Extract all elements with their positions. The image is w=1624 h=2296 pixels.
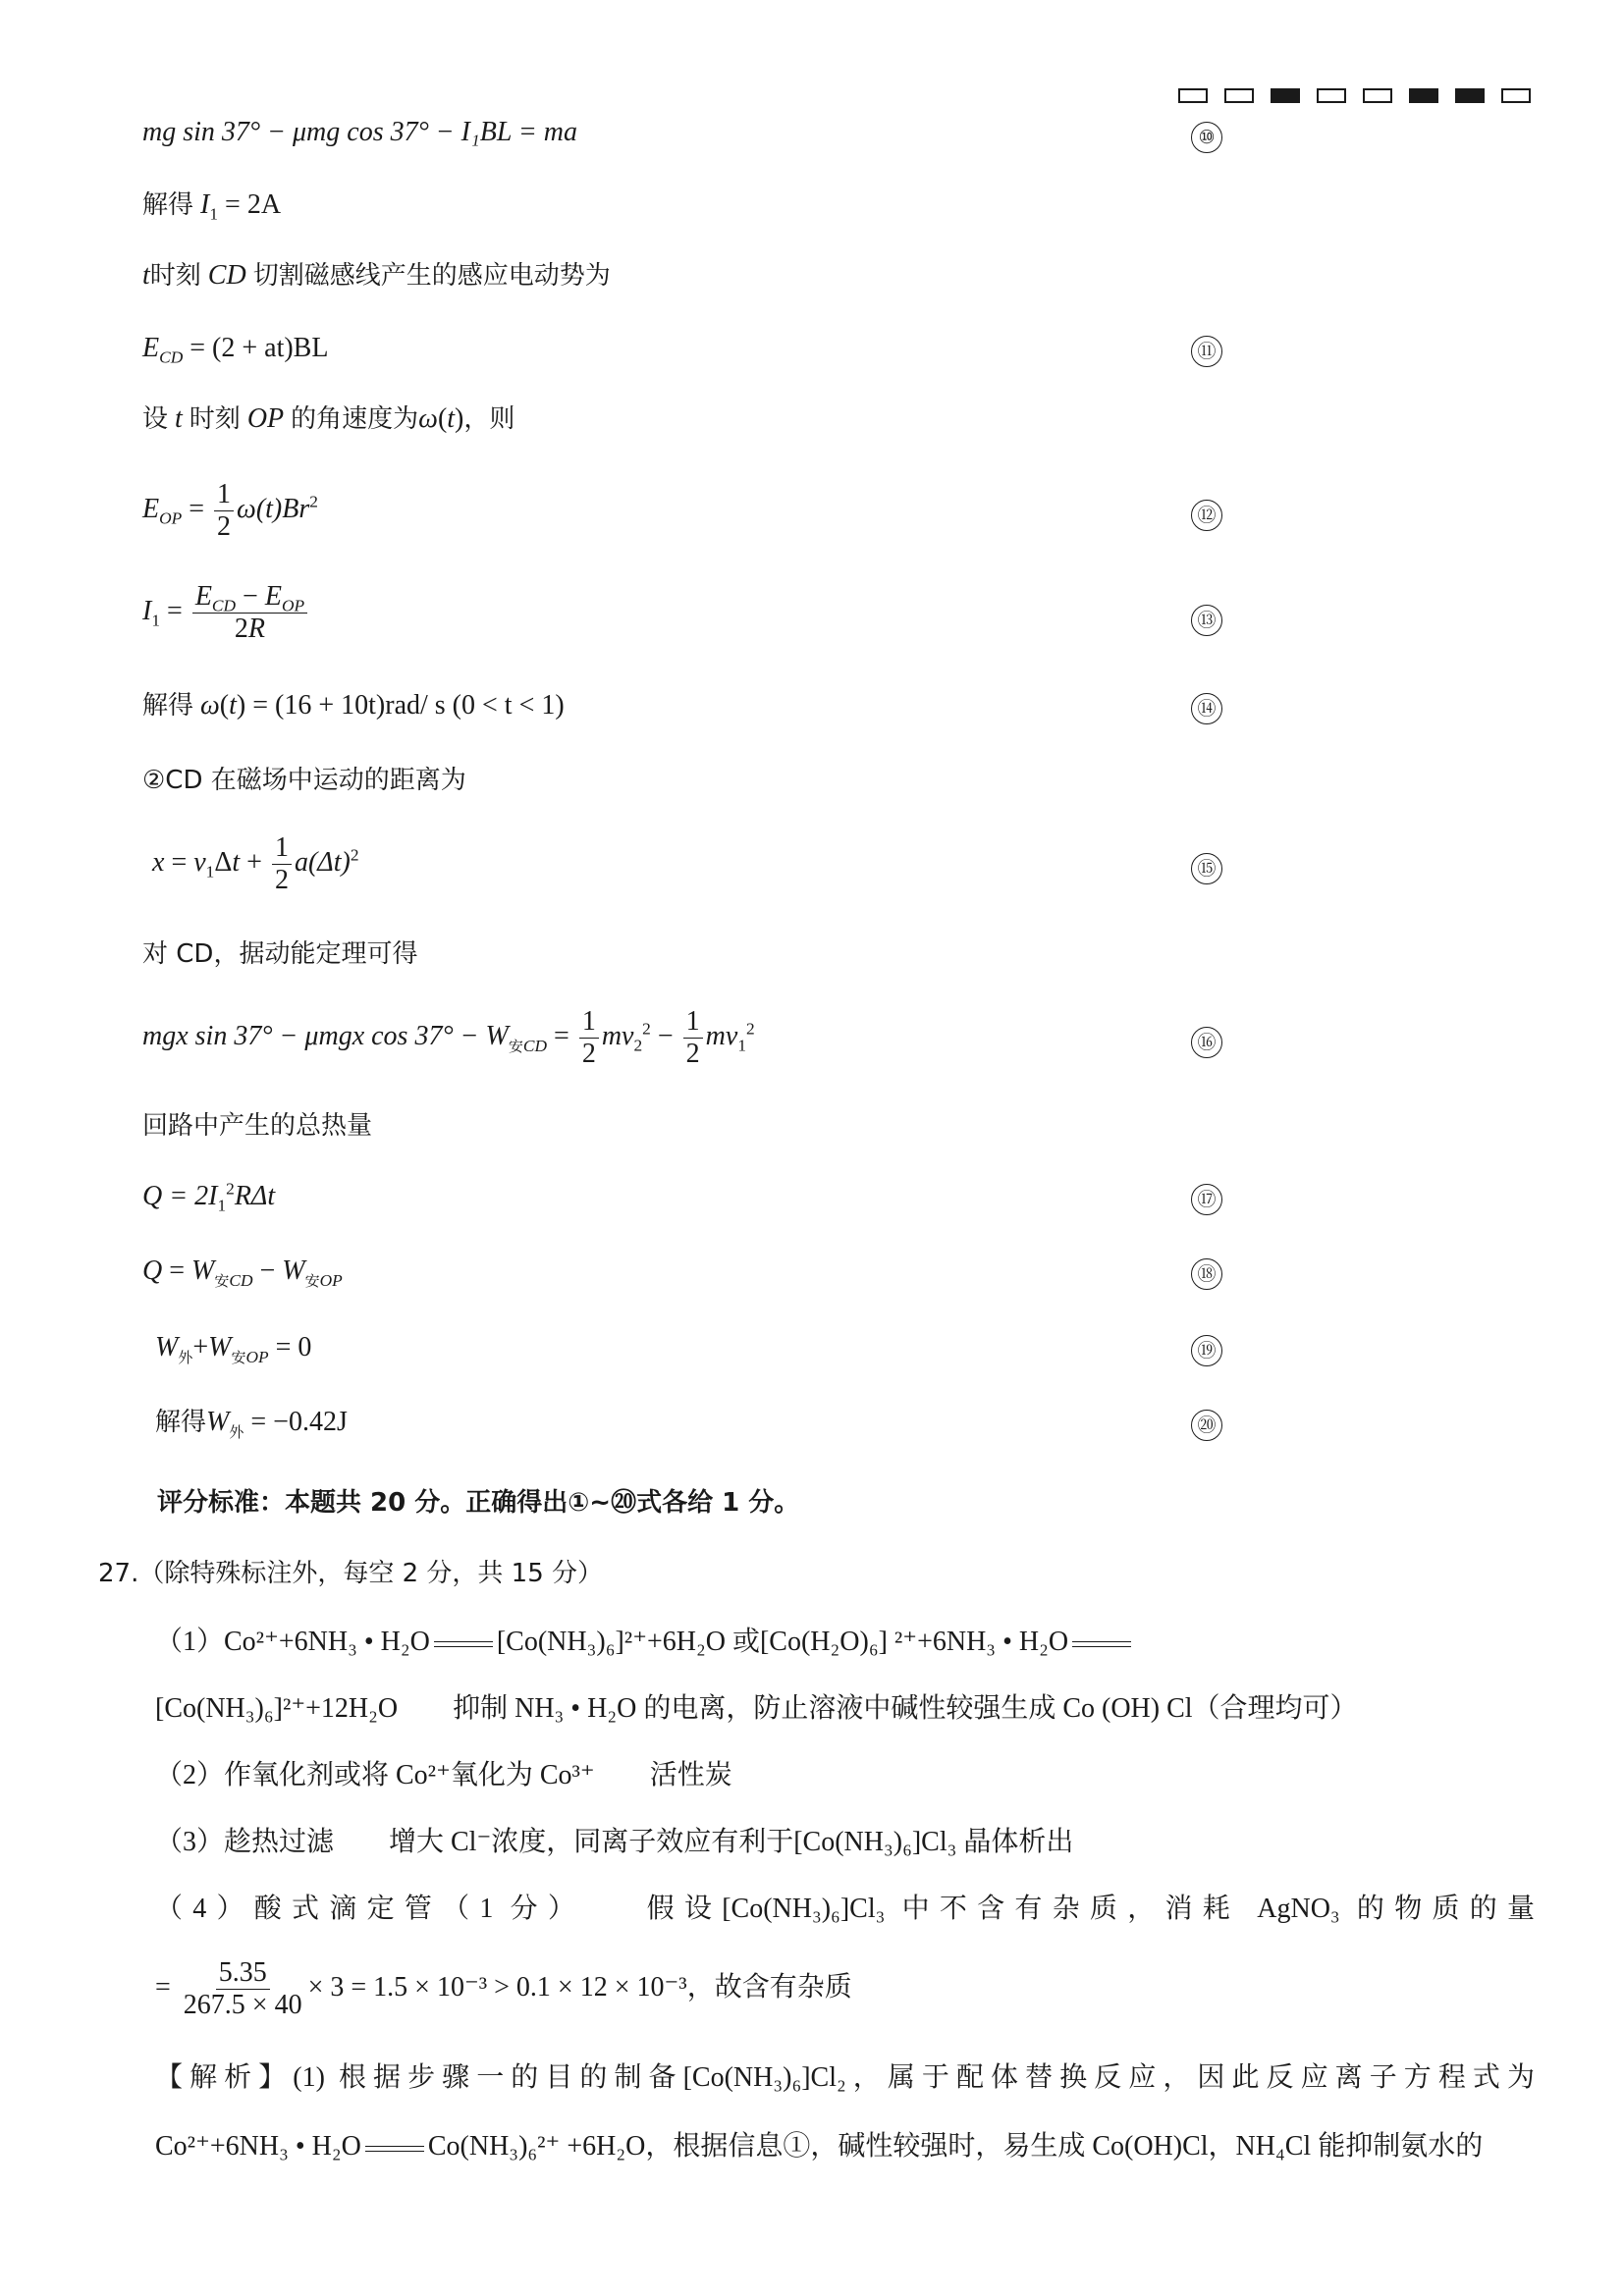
q27-part1-line1: （1）Co²⁺+6NH₃ • H₂O [Co(NH₃)₆]²⁺+6H₂O 或[Co(H₂O)₆] ²⁺+6NH₃ • H₂O — [155, 1626, 1135, 1659]
equation-11: $E_{CD} = (2 + at)BL$ — [142, 333, 329, 367]
header-box — [1363, 88, 1392, 103]
equation-number: ⑰ — [1191, 1180, 1222, 1215]
equation-number: ⑪ — [1191, 332, 1222, 367]
q27-part4: （4）酸式滴定管（1 分） 假设[Co(NH₃)₆]Cl₃ 中不含有杂质，消耗 AgNO₃ 的物质的量 — [155, 1894, 1535, 1924]
emf-text: t时刻 CD 切割磁感线产生的感应电动势为 — [142, 260, 611, 291]
equation-13: $I_1$ = $\frac{E_{CD} - E_{OP}}{2R}$ — [142, 581, 310, 645]
header-box-filled — [1271, 88, 1300, 103]
equation-number: ⑮ — [1191, 849, 1222, 884]
equation-12: $E_{OP}$ = $\frac{1}{2}$ ω(t)Br$^2$ — [142, 479, 318, 542]
q27-part3: （3）趁热过滤 增大 Cl⁻浓度，同离子效应有利于[Co(NH₃)₆]Cl₃ 晶体析出 — [155, 1827, 1074, 1857]
q27-part1-line2: [Co(NH₃)₆]²⁺+12H₂O 抑制 NH₃ • H₂O 的电离，防止溶液中碱性较强生成 Co (OH) Cl（合理均可） — [155, 1693, 1358, 1724]
header-box — [1317, 88, 1346, 103]
analysis-line2: Co²⁺+6NH₃ • H₂O Co(NH₃)₆²⁺ +6H₂O，根据信息①，碱性较强时，易生成 Co(OH)Cl，NH₄Cl 能抑制氨水的 — [155, 2131, 1484, 2162]
q27-part2: （2）作氧化剂或将 Co²⁺氧化为 Co³⁺ 活性炭 — [155, 1760, 732, 1790]
equation-number: ⑭ — [1191, 689, 1222, 724]
equation-number: ⑩ — [1191, 118, 1222, 153]
header-box-strip — [1178, 88, 1531, 103]
header-box — [1501, 88, 1531, 103]
equation-number: ⑲ — [1191, 1331, 1222, 1366]
equation-14: 解得 ω(t) = (16 + 10t)rad/ s (0 < t < 1) — [142, 690, 565, 721]
equation-number: ⑱ — [1191, 1255, 1222, 1290]
equation-number: ⑬ — [1191, 601, 1222, 636]
q27-heading: 27.（除特殊标注外，每空 2 分，共 15 分） — [98, 1559, 604, 1588]
equation-17: $Q = 2I_1^2R\Delta t$ — [142, 1179, 276, 1215]
analysis-line1: 【解析】(1) 根据步骤一的目的制备[Co(NH₃)₆]Cl₂，属于配体替换反应，因此反应离子方程式为 — [155, 2062, 1535, 2093]
scoring-standard: 评分标准：本题共 20 分。正确得出①~⑳式各给 1 分。 — [157, 1488, 800, 1518]
header-box — [1224, 88, 1254, 103]
omega-text: 设 t 时刻 OP 的角速度为ω(t)，则 — [142, 403, 515, 434]
equation-18: $Q = W_{安CD} - W_{安OP}$ — [142, 1255, 343, 1290]
header-box — [1178, 88, 1208, 103]
equation-10: mg sin 37° − μmg cos 37° − I₁BL = ma — [142, 117, 578, 147]
equation-number: ⑳ — [1191, 1406, 1222, 1441]
total-heat-text: 回路中产生的总热量 — [142, 1111, 373, 1141]
q27-part4-calc: = $\frac{5.35}{267.5 \times 40}$ × 3 = 1.5 × 10⁻³ > 0.1 × 12 × 10⁻³，故含有杂质 — [155, 1957, 852, 2020]
header-box-filled — [1409, 88, 1438, 103]
solve-i1: 解得 $I_1 = 2A$ — [142, 189, 282, 224]
equation-number: ⑯ — [1191, 1023, 1222, 1058]
header-box-filled — [1455, 88, 1485, 103]
equation-19: $W_外+W_{安OP} = 0$ — [155, 1332, 312, 1366]
solve-w: 解得$W_外 = -0.42J$ — [155, 1407, 348, 1441]
cd-energy-text: 对 CD，据动能定理可得 — [142, 939, 418, 969]
cd-distance-text: ②CD 在磁场中运动的距离为 — [142, 766, 466, 795]
equation-16: mgx sin 37° − μmgx $\cos 37^\circ - W_{安CD}$ = $\frac{1}{2}$ $mv_2^2$ − $\frac{1}{2}$ $mv_1^2$ — [142, 1006, 755, 1069]
equation-number: ⑫ — [1191, 496, 1222, 531]
equation-15: $x = v_1\Delta t$ + $\frac{1}{2}$ $a(\Delta t)^2$ — [152, 832, 359, 895]
